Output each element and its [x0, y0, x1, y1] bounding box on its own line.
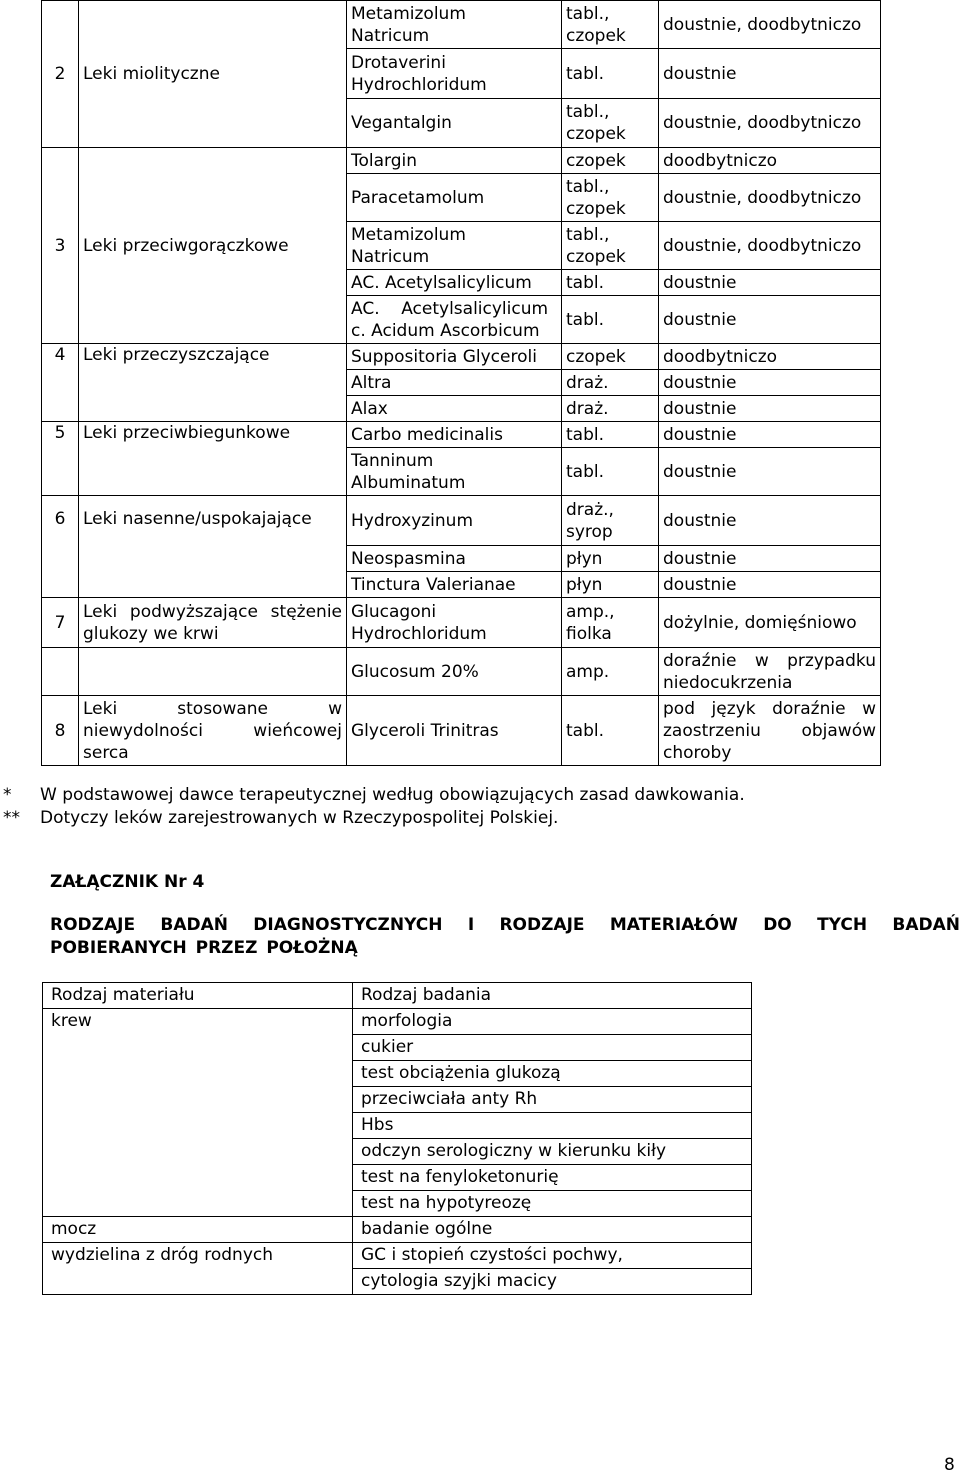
table-row — [43, 1009, 752, 1035]
test-cell: Hbs — [353, 1113, 752, 1139]
drug-name: Metamizolum Natricum — [347, 1, 562, 49]
drug-form: amp., fiolka — [562, 598, 659, 648]
drug-route: doustnie, doodbytniczo — [659, 99, 881, 148]
footnote-mark: * — [3, 785, 12, 805]
group-name: Leki przeciwgorączkowe — [79, 148, 347, 344]
table-row — [42, 1, 881, 49]
test-cell: GC i stopień czystości pochwy, — [353, 1243, 752, 1269]
group-number: 4 — [42, 344, 79, 422]
table-row — [43, 1217, 752, 1243]
drug-route: doustnie — [659, 496, 881, 546]
drug-route: doustnie — [659, 49, 881, 99]
annex-title: ZAŁĄCZNIK Nr 4 — [50, 872, 205, 892]
table-row — [42, 648, 881, 696]
drug-form: tabl. — [562, 296, 659, 344]
drug-name: Metamizolum Natricum — [347, 222, 562, 270]
table-row — [42, 598, 881, 648]
table-header-row — [43, 983, 752, 1009]
group-number — [42, 648, 79, 696]
drug-table — [41, 0, 881, 766]
drug-route: doustnie — [659, 448, 881, 496]
drug-route: doustnie, doodbytniczo — [659, 222, 881, 270]
drug-name: Tinctura Valerianae — [347, 572, 562, 598]
drug-route: doustnie — [659, 546, 881, 572]
drug-name: Tolargin — [347, 148, 562, 174]
drug-route: doustnie — [659, 370, 881, 396]
page-number: 8 — [944, 1455, 955, 1475]
drug-form: draż., syrop — [562, 496, 659, 546]
drug-form: czopek — [562, 148, 659, 174]
drug-route: doustnie — [659, 270, 881, 296]
drug-name: Suppositoria Glyceroli — [347, 344, 562, 370]
footnotes — [3, 784, 745, 830]
drug-route: doustnie — [659, 296, 881, 344]
test-cell: cytologia szyjki macicy — [353, 1269, 752, 1295]
drug-name: Drotaverini Hydrochloridum — [347, 49, 562, 99]
drug-route: dożylnie, domięśniowo — [659, 598, 881, 648]
table-row — [42, 696, 881, 766]
column-header: Rodzaj badania — [353, 983, 752, 1009]
drug-route: doraźnie w przypadku niedocukrzenia — [659, 648, 881, 696]
drug-form: draż. — [562, 396, 659, 422]
drug-form: tabl. — [562, 422, 659, 448]
group-number: 7 — [42, 598, 79, 648]
drug-route: doustnie — [659, 572, 881, 598]
test-cell: cukier — [353, 1035, 752, 1061]
group-name — [79, 648, 347, 696]
drug-name: Vegantalgin — [347, 99, 562, 148]
drug-name: Glyceroli Trinitras — [347, 696, 562, 766]
group-number: 5 — [42, 422, 79, 496]
annex-heading: RODZAJE BADAŃ DIAGNOSTYCZNYCH I RODZAJE MATERIAŁÓW DO TYCH BADAŃ POBIERANYCH PRZEZ POŁOŻNĄ — [50, 915, 960, 958]
test-cell: test na fenyloketonurię — [353, 1165, 752, 1191]
drug-form: tabl., czopek — [562, 99, 659, 148]
test-cell: test obciążenia glukozą — [353, 1061, 752, 1087]
drug-form: amp. — [562, 648, 659, 696]
test-cell: przeciwciała anty Rh — [353, 1087, 752, 1113]
drug-name: Glucosum 20% — [347, 648, 562, 696]
drug-form: płyn — [562, 572, 659, 598]
footnote-text: Dotyczy leków zarejestrowanych w Rzeczypospolitej Polskiej. — [40, 808, 559, 828]
drug-form: tabl. — [562, 49, 659, 99]
group-name: Leki miolityczne — [79, 1, 347, 148]
group-name: Leki nasenne/uspokajające — [79, 496, 347, 598]
footnote-text: W podstawowej dawce terapeutycznej według obowiązujących zasad dawkowania. — [40, 785, 745, 805]
drug-name: AC. Acetylsalicylicum — [347, 270, 562, 296]
footnote-mark: ** — [3, 808, 20, 828]
drug-route: doustnie — [659, 396, 881, 422]
drug-form: tabl., czopek — [562, 1, 659, 49]
test-cell: badanie ogólne — [353, 1217, 752, 1243]
group-name: Leki stosowane w niewydolności wieńcowej serca — [79, 696, 347, 766]
drug-route: doodbytniczo — [659, 344, 881, 370]
table-row — [42, 496, 881, 546]
group-number: 6 — [42, 496, 79, 598]
drug-name: Tanninum Albuminatum — [347, 448, 562, 496]
group-number: 3 — [42, 148, 79, 344]
drug-form: tabl., czopek — [562, 174, 659, 222]
column-header: Rodzaj materiału — [43, 983, 353, 1009]
material-cell: mocz — [43, 1217, 353, 1243]
drug-name: Neospasmina — [347, 546, 562, 572]
table-row — [42, 148, 881, 174]
drug-form: tabl. — [562, 696, 659, 766]
footnote — [3, 807, 745, 830]
table-row — [43, 1243, 752, 1269]
drug-route: pod język doraźnie w zaostrzeniu objawów choroby — [659, 696, 881, 766]
drug-form: draż. — [562, 370, 659, 396]
group-number: 2 — [42, 1, 79, 148]
group-name: Leki przeciwbiegunkowe — [79, 422, 347, 496]
exam-table — [42, 982, 752, 1295]
drug-form: tabl. — [562, 270, 659, 296]
test-cell: odczyn serologiczny w kierunku kiły — [353, 1139, 752, 1165]
drug-name: AC. Acetylsalicylicum c. Acidum Ascorbicum — [347, 296, 562, 344]
material-cell: krew — [43, 1009, 353, 1217]
table-row — [42, 344, 881, 370]
drug-name: Alax — [347, 396, 562, 422]
material-cell: wydzielina z dróg rodnych — [43, 1243, 353, 1295]
drug-form: tabl. — [562, 448, 659, 496]
drug-name: Hydroxyzinum — [347, 496, 562, 546]
test-cell: test na hypotyreozę — [353, 1191, 752, 1217]
drug-form: płyn — [562, 546, 659, 572]
test-cell: morfologia — [353, 1009, 752, 1035]
table-row — [42, 422, 881, 448]
group-name: Leki przeczyszczające — [79, 344, 347, 422]
drug-route: doodbytniczo — [659, 148, 881, 174]
drug-name: Altra — [347, 370, 562, 396]
group-name: Leki podwyższające stężenie glukozy we krwi — [79, 598, 347, 648]
footnote — [3, 784, 745, 807]
drug-route: doustnie — [659, 422, 881, 448]
drug-form: czopek — [562, 344, 659, 370]
drug-name: Glucagoni Hydrochloridum — [347, 598, 562, 648]
drug-route: doustnie, doodbytniczo — [659, 1, 881, 49]
group-number: 8 — [42, 696, 79, 766]
drug-route: doustnie, doodbytniczo — [659, 174, 881, 222]
drug-name: Paracetamolum — [347, 174, 562, 222]
drug-name: Carbo medicinalis — [347, 422, 562, 448]
drug-form: tabl., czopek — [562, 222, 659, 270]
